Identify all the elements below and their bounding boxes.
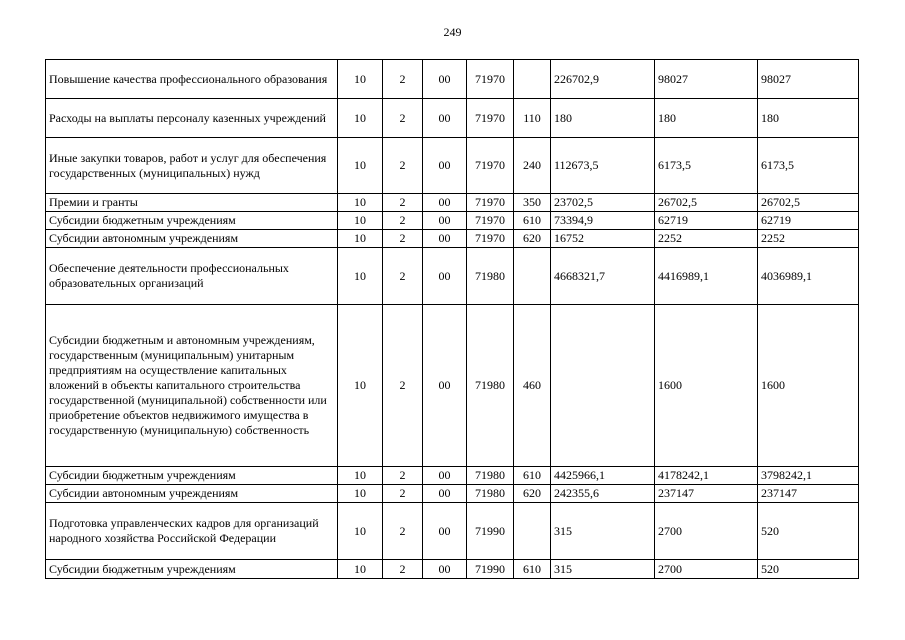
row-name: Премии и гранты <box>46 194 338 212</box>
section-code: 10 <box>338 560 383 579</box>
row-name: Обеспечение деятельности профессиональных образовательных организаций <box>46 248 338 305</box>
budget-table <box>45 59 859 579</box>
subsection-code: 2 <box>383 248 423 305</box>
amount-3: 62719 <box>758 212 859 230</box>
expense-type-code: 240 <box>514 138 551 194</box>
target-code: 71970 <box>467 138 514 194</box>
subsection-code: 2 <box>383 560 423 579</box>
subsection-code: 2 <box>383 60 423 99</box>
subsection-code: 2 <box>383 503 423 560</box>
amount-2: 6173,5 <box>655 138 758 194</box>
program-code: 00 <box>423 485 467 503</box>
amount-1 <box>551 305 655 467</box>
expense-type-code: 110 <box>514 99 551 138</box>
amount-3: 2252 <box>758 230 859 248</box>
section-code: 10 <box>338 305 383 467</box>
amount-2: 237147 <box>655 485 758 503</box>
target-code: 71970 <box>467 212 514 230</box>
amount-2: 180 <box>655 99 758 138</box>
amount-1: 4668321,7 <box>551 248 655 305</box>
program-code: 00 <box>423 248 467 305</box>
amount-1: 73394,9 <box>551 212 655 230</box>
program-code: 00 <box>423 503 467 560</box>
expense-type-code: 610 <box>514 560 551 579</box>
amount-1: 112673,5 <box>551 138 655 194</box>
program-code: 00 <box>423 467 467 485</box>
row-name: Расходы на выплаты персоналу казенных учреждений <box>46 99 338 138</box>
amount-1: 226702,9 <box>551 60 655 99</box>
amount-1: 315 <box>551 560 655 579</box>
target-code: 71990 <box>467 560 514 579</box>
amount-2: 1600 <box>655 305 758 467</box>
section-code: 10 <box>338 194 383 212</box>
amount-1: 16752 <box>551 230 655 248</box>
row-name: Субсидии автономным учреждениям <box>46 485 338 503</box>
program-code: 00 <box>423 212 467 230</box>
program-code: 00 <box>423 99 467 138</box>
subsection-code: 2 <box>383 467 423 485</box>
target-code: 71980 <box>467 248 514 305</box>
amount-1: 4425966,1 <box>551 467 655 485</box>
target-code: 71970 <box>467 230 514 248</box>
table-row <box>46 194 859 212</box>
target-code: 71980 <box>467 485 514 503</box>
target-code: 71970 <box>467 194 514 212</box>
table-row <box>46 230 859 248</box>
row-name: Повышение качества профессионального образования <box>46 60 338 99</box>
table-row <box>46 60 859 99</box>
amount-2: 2252 <box>655 230 758 248</box>
subsection-code: 2 <box>383 138 423 194</box>
row-name: Иные закупки товаров, работ и услуг для обеспечения государственных (муниципальных) нужд <box>46 138 338 194</box>
subsection-code: 2 <box>383 212 423 230</box>
subsection-code: 2 <box>383 305 423 467</box>
table-row <box>46 503 859 560</box>
table-row <box>46 485 859 503</box>
amount-3: 6173,5 <box>758 138 859 194</box>
row-name: Субсидии бюджетным учреждениям <box>46 467 338 485</box>
table-row <box>46 99 859 138</box>
amount-1: 242355,6 <box>551 485 655 503</box>
table-row <box>46 305 859 467</box>
section-code: 10 <box>338 60 383 99</box>
table-row <box>46 467 859 485</box>
target-code: 71980 <box>467 305 514 467</box>
expense-type-code <box>514 503 551 560</box>
expense-type-code: 460 <box>514 305 551 467</box>
program-code: 00 <box>423 305 467 467</box>
section-code: 10 <box>338 99 383 138</box>
amount-1: 315 <box>551 503 655 560</box>
target-code: 71970 <box>467 99 514 138</box>
amount-2: 4178242,1 <box>655 467 758 485</box>
target-code: 71990 <box>467 503 514 560</box>
section-code: 10 <box>338 467 383 485</box>
expense-type-code: 620 <box>514 230 551 248</box>
amount-3: 26702,5 <box>758 194 859 212</box>
section-code: 10 <box>338 138 383 194</box>
expense-type-code: 350 <box>514 194 551 212</box>
program-code: 00 <box>423 560 467 579</box>
amount-3: 520 <box>758 503 859 560</box>
expense-type-code: 610 <box>514 467 551 485</box>
amount-3: 180 <box>758 99 859 138</box>
expense-type-code <box>514 60 551 99</box>
subsection-code: 2 <box>383 99 423 138</box>
row-name: Субсидии автономным учреждениям <box>46 230 338 248</box>
page-number: 249 <box>443 25 462 39</box>
amount-3: 98027 <box>758 60 859 99</box>
table-row <box>46 560 859 579</box>
amount-3: 520 <box>758 560 859 579</box>
section-code: 10 <box>338 485 383 503</box>
program-code: 00 <box>423 194 467 212</box>
table-row <box>46 248 859 305</box>
table-row <box>46 212 859 230</box>
amount-2: 4416989,1 <box>655 248 758 305</box>
row-name: Субсидии бюджетным учреждениям <box>46 560 338 579</box>
amount-3: 1600 <box>758 305 859 467</box>
program-code: 00 <box>423 138 467 194</box>
amount-1: 23702,5 <box>551 194 655 212</box>
program-code: 00 <box>423 230 467 248</box>
amount-2: 62719 <box>655 212 758 230</box>
row-name: Субсидии бюджетным и автономным учреждениям, государственным (муниципальным) унитарным предприятиям на осуществление капитальных вложений в объекты капитального строительства государственной (муниципальной) собственности или приобретение объектов недвижимого имущества в государственную (муниципальную) собственность <box>46 305 338 467</box>
row-name: Подготовка управленческих кадров для организаций народного хозяйства Российской Федерации <box>46 503 338 560</box>
amount-3: 4036989,1 <box>758 248 859 305</box>
amount-2: 2700 <box>655 560 758 579</box>
amount-2: 2700 <box>655 503 758 560</box>
section-code: 10 <box>338 248 383 305</box>
amount-3: 237147 <box>758 485 859 503</box>
amount-2: 98027 <box>655 60 758 99</box>
section-code: 10 <box>338 230 383 248</box>
target-code: 71970 <box>467 60 514 99</box>
table-row <box>46 138 859 194</box>
subsection-code: 2 <box>383 194 423 212</box>
amount-2: 26702,5 <box>655 194 758 212</box>
expense-type-code: 620 <box>514 485 551 503</box>
subsection-code: 2 <box>383 485 423 503</box>
subsection-code: 2 <box>383 230 423 248</box>
target-code: 71980 <box>467 467 514 485</box>
program-code: 00 <box>423 60 467 99</box>
expense-type-code: 610 <box>514 212 551 230</box>
expense-type-code <box>514 248 551 305</box>
amount-3: 3798242,1 <box>758 467 859 485</box>
section-code: 10 <box>338 503 383 560</box>
row-name: Субсидии бюджетным учреждениям <box>46 212 338 230</box>
section-code: 10 <box>338 212 383 230</box>
amount-1: 180 <box>551 99 655 138</box>
